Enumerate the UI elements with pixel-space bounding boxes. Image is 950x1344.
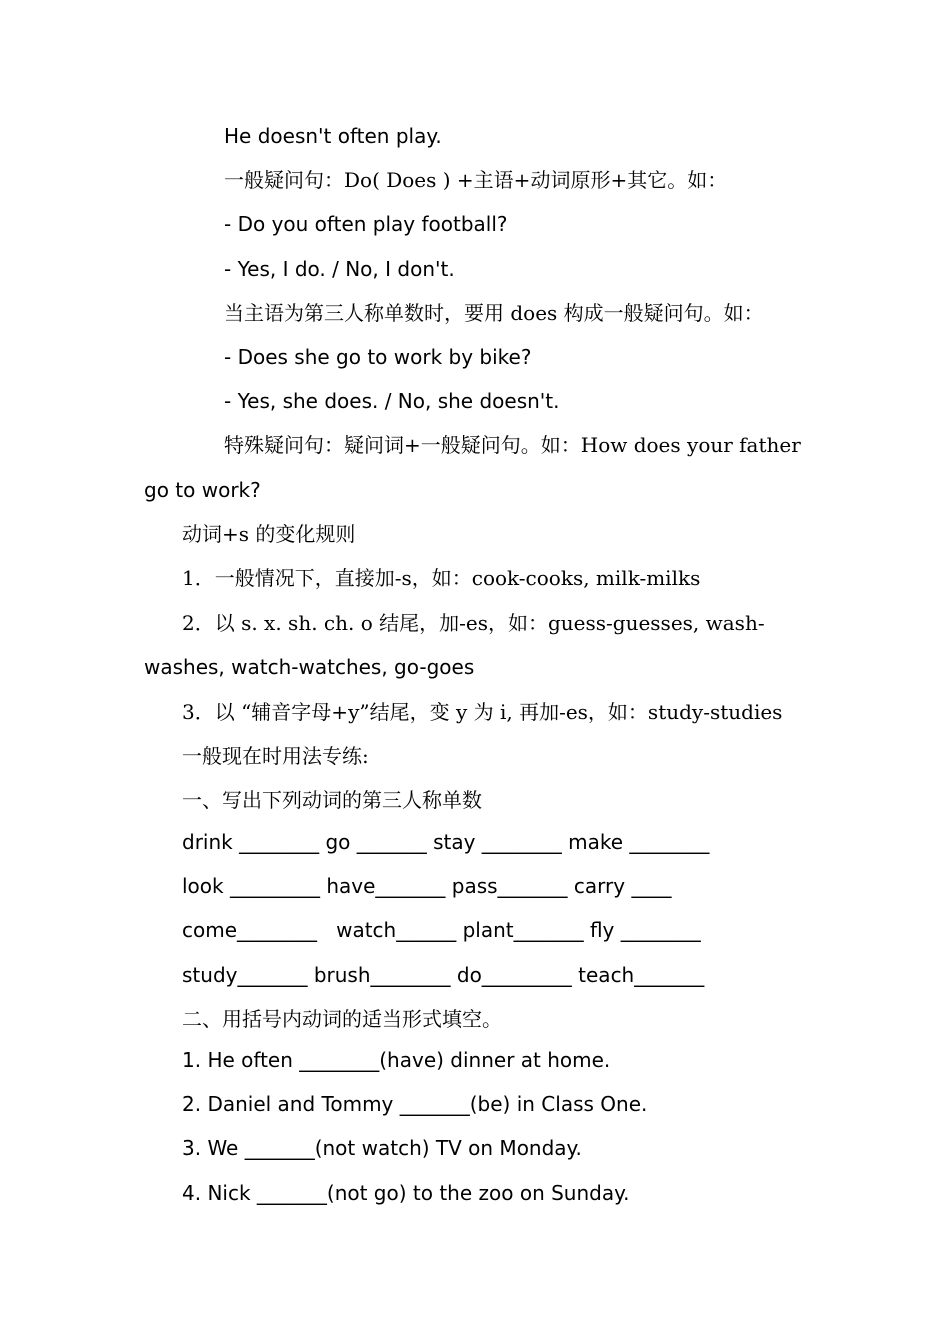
example-question: - Do you often play football?	[224, 212, 508, 236]
example-negative-sentence: He doesn't often play.	[224, 124, 442, 148]
exercise-section-2-heading: 二、用括号内动词的适当形式填空。	[182, 1007, 502, 1031]
rule-item-1: 1．一般情况下，直接加-s，如：cook-cooks, milk-milks	[182, 566, 701, 590]
exercise-section-1-heading: 一、写出下列动词的第三人称单数	[182, 788, 482, 812]
rule-item-2: 2．以 s. x. sh. ch. o 结尾，加-es，如：guess-guesses, wash-	[182, 611, 765, 635]
rule-item-3: 3．以 “辅音字母+y”结尾，变 y 为 i, 再加-es，如：study-studies	[182, 700, 783, 724]
example-answer-does: - Yes, she does. / No, she doesn't.	[224, 389, 560, 413]
exercise-verb-row-1: drink ________ go _______ stay ________ make ________	[182, 830, 710, 854]
exercise-verb-row-2: look _________ have_______ pass_______ carry ____	[182, 874, 672, 898]
exercise-sentence-1: 1. He often ________(have) dinner at home.	[182, 1048, 611, 1072]
section-heading-verb-s-rules: 动词+s 的变化规则	[182, 522, 356, 546]
exercise-verb-row-4: study_______ brush________ do_________ teach_______	[182, 963, 705, 987]
example-question-does: - Does she go to work by bike?	[224, 345, 532, 369]
exercise-heading: 一般现在时用法专练:	[182, 744, 369, 768]
general-question-rule: 一般疑问句：Do( Does ) +主语+动词原形+其它。如：	[224, 168, 728, 192]
special-question-rule-continued: go to work?	[144, 478, 261, 502]
third-person-question-rule: 当主语为第三人称单数时，要用 does 构成一般疑问句。如：	[224, 301, 764, 325]
exercise-sentence-4: 4. Nick _______(not go) to the zoo on Sunday.	[182, 1181, 630, 1205]
exercise-verb-row-3: come________ watch______ plant_______ fly ________	[182, 918, 701, 942]
example-answer: - Yes, I do. / No, I don't.	[224, 257, 455, 281]
special-question-rule: 特殊疑问句：疑问词+一般疑问句。如：How does your father	[224, 433, 801, 457]
exercise-sentence-2: 2. Daniel and Tommy _______(be) in Class One.	[182, 1092, 648, 1116]
rule-item-2-continued: washes, watch-watches, go-goes	[144, 655, 475, 679]
exercise-sentence-3: 3. We _______(not watch) TV on Monday.	[182, 1136, 582, 1160]
